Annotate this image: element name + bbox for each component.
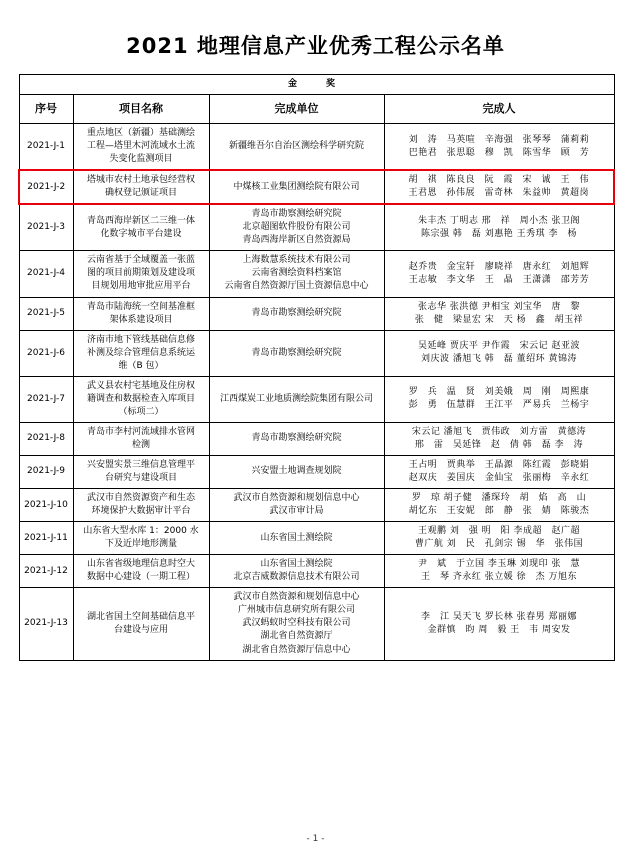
- table-row: [19, 489, 614, 522]
- row-completion-people-line: 邢 雷 吴延锋 赵 倩 韩 磊 李 涛: [414, 439, 584, 450]
- row-project-name-line: 补测及综合管理信息系统运: [86, 347, 195, 358]
- row-project-name: [73, 330, 209, 376]
- row-serial-number: 2021-J-11: [19, 522, 73, 555]
- row-project-name-line: 确权登记颁证项目: [104, 188, 177, 199]
- row-completion-unit: [209, 522, 384, 555]
- row-completion-people: [384, 455, 614, 488]
- row-completion-people: [384, 297, 614, 330]
- row-completion-people: [384, 588, 614, 660]
- row-project-name-line: 重点地区（新疆）基础测绘: [86, 127, 195, 138]
- table-row: [19, 204, 614, 251]
- table-row: [19, 555, 614, 588]
- row-completion-unit-line: 云南省测绘资料档案馆: [251, 268, 342, 279]
- row-project-name: [73, 455, 209, 488]
- row-completion-people-line: 宋云记 潘旭飞 贾伟政 刘方雷 黄德涛: [411, 426, 587, 437]
- row-completion-unit-line: 北京超图软件股份有限公司: [242, 222, 351, 233]
- row-project-name-line: 济南市地下管线基础信息修: [86, 334, 195, 345]
- row-serial-number: 2021-J-7: [19, 376, 73, 422]
- row-completion-unit-line: 武汉市审计局: [269, 506, 324, 517]
- row-project-name: [73, 376, 209, 422]
- row-project-name-line: （标项二）: [118, 406, 164, 417]
- row-completion-unit: [209, 123, 384, 170]
- row-project-name: [73, 422, 209, 455]
- row-project-name: [73, 170, 209, 204]
- row-project-name-line: 武汉市自然资源资产和生态: [86, 493, 195, 504]
- row-serial-number: 2021-J-6: [19, 330, 73, 376]
- row-completion-people: [384, 522, 614, 555]
- table-row: [19, 376, 614, 422]
- row-serial-number: 2021-J-9: [19, 455, 73, 488]
- row-completion-unit-line: 上海数慧系统技术有限公司: [242, 255, 351, 266]
- row-serial-number: 2021-J-4: [19, 251, 73, 297]
- table-row: [19, 297, 614, 330]
- row-completion-people: [384, 204, 614, 251]
- row-completion-people-line: 金群慎 昀 周 毅 王 韦 周安发: [427, 624, 571, 635]
- row-completion-people-line: 吴延峰 贾庆平 尹作霞 宋云记 赵亚波: [417, 341, 581, 352]
- row-completion-people-line: 张志华 张洪德 尹相宝 刘宝华 唐 黎: [417, 301, 581, 312]
- row-completion-people-line: 王志敏 李文华 王 晶 王潇潇 邵芳芳: [408, 274, 590, 285]
- row-completion-people: [384, 555, 614, 588]
- row-completion-unit-line: 湖北省自然资源厅: [260, 631, 333, 642]
- row-completion-people-line: 王占明 贾典举 王晶源 陈红霞 彭晓娟: [408, 459, 590, 470]
- row-completion-unit: [209, 489, 384, 522]
- row-completion-people-line: 胡 祺 陈良良 阮 霞 宋 诚 王 伟: [408, 175, 590, 186]
- row-project-name-line: 环境保护大数据审计平台: [91, 506, 191, 517]
- row-serial-number: 2021-J-5: [19, 297, 73, 330]
- row-completion-people: [384, 251, 614, 297]
- row-serial-number: 2021-J-1: [19, 123, 73, 170]
- row-project-name-line: 数据中心建设（一期工程）: [86, 572, 195, 583]
- row-completion-people-line: 朱丰杰 丁明志 邢 祥 周小杰 张卫阁: [417, 215, 581, 226]
- row-serial-number: 2021-J-13: [19, 588, 73, 660]
- row-completion-people-line: 张 健 梁显宏 宋 天 杨 鑫 胡玉祥: [414, 314, 584, 325]
- row-completion-people: [384, 422, 614, 455]
- table-row: [19, 330, 614, 376]
- row-completion-unit: [209, 555, 384, 588]
- row-completion-people-line: 胡忆东 王安妮 郎 静 张 婧 陈骏杰: [408, 506, 590, 517]
- row-completion-unit-line: 北京吉威数源信息技术有限公司: [233, 572, 360, 583]
- row-project-name-line: 青岛西海岸新区二三维一体: [86, 215, 195, 226]
- row-completion-people-line: 罗 琼 胡子健 潘琛玲 胡 焰 高 山: [411, 493, 587, 504]
- row-completion-unit-line: 江西煤炭工业地质测绘院集团有限公司: [219, 393, 373, 404]
- row-completion-people-line: 巴艳君 张思聪 穆 凯 陈雪华 顾 芳: [408, 147, 590, 158]
- award-list-table: [18, 74, 615, 661]
- table-header-row: [19, 95, 614, 124]
- award-section-row: [19, 75, 614, 95]
- row-completion-people-line: 赵双庆 姜国庆 金仙宝 张丽梅 辛永红: [408, 473, 590, 484]
- row-project-name-line: 维（B 包）: [118, 360, 164, 371]
- page-number: - 1 -: [306, 834, 325, 844]
- row-project-name: [73, 123, 209, 170]
- row-project-name-line: 青岛市陆海统一空间基准框: [86, 301, 195, 312]
- row-project-name-line: 塔城市农村土地承包经营权: [86, 175, 195, 186]
- row-completion-people-line: 李 江 吴天飞 罗长林 张春男 郑丽娜: [421, 611, 577, 622]
- table-row: [19, 522, 614, 555]
- row-completion-people-line: 尹 斌 于立国 李玉琳 刘现印 张 慧: [417, 559, 581, 570]
- row-completion-people-line: 王 琴 齐永红 张立媛 徐 杰 万旭东: [421, 572, 577, 583]
- row-project-name-line: 下及近岸地形测量: [104, 539, 177, 550]
- column-header-unit: 完成单位: [209, 95, 384, 124]
- row-project-name-line: 化数字城市平台建设: [100, 228, 182, 239]
- row-completion-people-line: 刘庆波 潘旭飞 韩 磊 董绍环 黄锦涛: [421, 354, 577, 365]
- award-section-title: 金 奖: [19, 75, 614, 95]
- row-completion-people: [384, 330, 614, 376]
- row-project-name: [73, 588, 209, 660]
- row-completion-unit-line: 兴安盟土地调查规划院: [251, 466, 342, 477]
- row-project-name-line: 台研究与建设项目: [104, 473, 177, 484]
- row-project-name-line: 湖北省国土空间基础信息平: [86, 611, 195, 622]
- row-completion-people-line: 刘 涛 马英喧 辛海强 张琴琴 蒲莉莉: [408, 134, 590, 145]
- row-completion-unit-line: 新疆维吾尔自治区测绘科学研究院: [228, 141, 364, 152]
- row-completion-people-line: 彭 勇 伍慧群 王江平 严易兵 兰杨宇: [408, 400, 590, 411]
- row-serial-number: 2021-J-8: [19, 422, 73, 455]
- row-completion-unit-line: 中煤核工业集团测绘院有限公司: [233, 181, 360, 192]
- row-completion-unit: [209, 297, 384, 330]
- table-row: [19, 422, 614, 455]
- row-completion-people-line: 赵乔贵 金宝轩 廖晓祥 唐永红 刘旭辉: [408, 261, 590, 272]
- row-completion-people-line: 曹广航 刘 民 孔剑宗 锡 华 张伟国: [414, 539, 584, 550]
- page-title: 2021 地理信息产业优秀工程公示名单: [126, 34, 505, 58]
- row-completion-unit-line: 广州城市信息研究所有限公司: [237, 605, 355, 616]
- row-project-name-line: 青岛市李村河流域排水管网: [86, 426, 195, 437]
- row-completion-people: [384, 376, 614, 422]
- row-completion-unit-line: 青岛市勘察测绘研究院: [251, 209, 342, 220]
- row-completion-unit: [209, 170, 384, 204]
- row-project-name: [73, 251, 209, 297]
- row-project-name-line: 兴安盟实景三维信息管理平: [86, 459, 195, 470]
- row-project-name-line: 山东省省级地理信息时空大: [86, 559, 195, 570]
- row-completion-people: [384, 489, 614, 522]
- row-completion-unit-line: 山东省国土测绘院: [260, 559, 333, 570]
- row-completion-people: [384, 170, 614, 204]
- row-completion-unit-line: 青岛西海岸新区自然资源局: [242, 235, 351, 246]
- table-row: [19, 588, 614, 660]
- row-project-name-line: 工程—塔里木河流域水土流: [86, 141, 195, 152]
- row-project-name: [73, 555, 209, 588]
- row-completion-unit-line: 青岛市勘察测绘研究院: [251, 347, 342, 358]
- row-completion-unit: [209, 422, 384, 455]
- row-project-name: [73, 204, 209, 251]
- table-row: [19, 123, 614, 170]
- column-header-no: 序号: [19, 95, 73, 124]
- row-completion-unit: [209, 204, 384, 251]
- row-completion-unit-line: 武汉蚂蚁时空科技有限公司: [242, 618, 351, 629]
- row-project-name-line: 山东省大型水库 1：2000 水: [83, 526, 199, 537]
- row-completion-people-line: 王君恩 孙伟展 雷奇林 朱益帅 黄超岗: [408, 188, 590, 199]
- table-row: [19, 455, 614, 488]
- row-completion-people-line: 王观鹏 刘 强 明 阳 李成超 赵广超: [417, 526, 581, 537]
- row-project-name: [73, 297, 209, 330]
- row-completion-people-line: 罗 兵 温 贤 刘美娥 周 刚 周熙康: [408, 387, 590, 398]
- row-completion-unit: [209, 251, 384, 297]
- row-completion-unit-line: 云南省自然资源厅国土资源信息中心: [224, 281, 369, 292]
- row-project-name-line: 云南省基于全域覆盖一张蓝: [86, 255, 195, 266]
- table-row: [19, 170, 614, 204]
- row-project-name-line: 失变化监测项目: [109, 154, 173, 165]
- row-project-name: [73, 489, 209, 522]
- row-completion-people-line: 陈宗强 韩 磊 刘惠艳 王秀琪 李 杨: [421, 228, 577, 239]
- row-serial-number: 2021-J-10: [19, 489, 73, 522]
- row-serial-number: 2021-J-12: [19, 555, 73, 588]
- row-project-name-line: 籍调查和数据检查入库项目: [86, 393, 195, 404]
- row-project-name-line: 图的项目前期策划及建设项: [86, 268, 195, 279]
- row-project-name-line: 架体系建设项目: [109, 314, 173, 325]
- row-completion-people: [384, 123, 614, 170]
- row-serial-number: 2021-J-2: [19, 170, 73, 204]
- row-completion-unit-line: 湖北省自然资源厅信息中心: [242, 644, 351, 655]
- row-completion-unit: [209, 330, 384, 376]
- row-project-name-line: 台建设与应用: [113, 624, 168, 635]
- row-project-name-line: 目规划用地审批应用平台: [91, 281, 191, 292]
- row-completion-unit-line: 山东省国土测绘院: [260, 532, 333, 543]
- row-project-name: [73, 522, 209, 555]
- row-completion-unit-line: 青岛市勘察测绘研究院: [251, 433, 342, 444]
- row-completion-unit: [209, 376, 384, 422]
- table-row: [19, 251, 614, 297]
- row-completion-unit-line: 武汉市自然资源和规划信息中心: [233, 592, 360, 603]
- column-header-people: 完成人: [384, 95, 614, 124]
- row-completion-unit: [209, 455, 384, 488]
- row-project-name-line: 检测: [131, 439, 150, 450]
- row-completion-unit-line: 青岛市勘察测绘研究院: [251, 308, 342, 319]
- row-project-name-line: 武义县农村宅基地及住房权: [86, 380, 195, 391]
- row-completion-unit-line: 武汉市自然资源和规划信息中心: [233, 493, 360, 504]
- column-header-project: 项目名称: [73, 95, 209, 124]
- row-completion-unit: [209, 588, 384, 660]
- row-serial-number: 2021-J-3: [19, 204, 73, 251]
